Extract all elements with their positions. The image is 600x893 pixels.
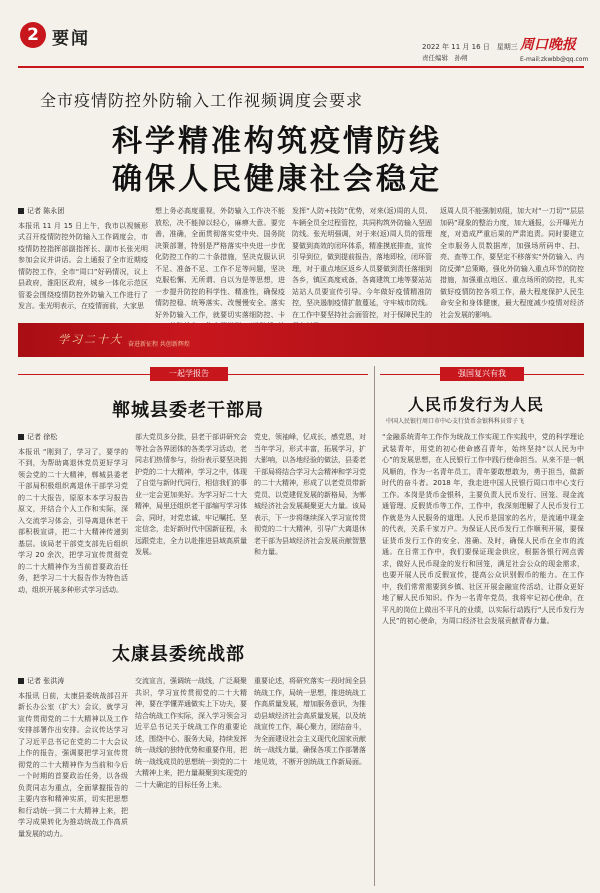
- article1-column-2: [135, 432, 247, 612]
- article2-column-3: [254, 676, 366, 881]
- banner-subtitle: 奋进新征程 共创新辉煌: [128, 341, 190, 348]
- banner-title: 学习二十大: [58, 333, 123, 346]
- byline-marker-icon: [18, 208, 24, 214]
- article2-column-1-text: 本报讯 日前，太康县委统战部召开新长办公室（扩大）会议，就学习宣传贯彻党的二十大精神以及工作安排部署作出安排。会议传达学习了习近平总书记在党的二十大会议上作的报告，强调要把学习宣传贯彻党的二十大精神作为当前和今后一个时期的首要政治任务，以各级负责同志为重点，全面掌握报告的主要内容和精神实质，切实把思想和行动统一到二十大精神上来，把学习成果转化为推动统战工作高质量发展的动力。: [18, 691, 128, 838]
- article1-headline: 郸城县委老干部局: [112, 400, 264, 421]
- article2-headline: 太康县委统战部: [112, 644, 245, 665]
- right-subhead: 中国人民银行周口市中心支行货币金银科科员常子飞: [386, 418, 525, 425]
- right-headline: 人民币发行为人民: [408, 395, 545, 414]
- article1-byline-text: 记者 徐松: [27, 433, 58, 441]
- article1-column-2-text: 部大党员多分批，县老干部讲研究会等社会各界团体的各类学习活动，老同志们热情参与，纷纷表示要坚决拥护党的二十大精神，学习之中，体现了自觉与新时代同行，相信我们的事业一定会更加美好。为学习好二十大精神，局里还组织老干部编写学习体会，同时，对党忠诚、牢记嘱托、坚定信念，走好新时代中国新征程，永远跟党走，全力以赴推进县域高质量发展。: [135, 433, 247, 556]
- right-article-body-text: “金融系统青年工作作为统战工作实现工作实践中，党的科学理论武装青年，用党的初心使命感召青年，始终坚持“以人民为中心”的发展思想，在人民银行工作中践行使命担当。从来不是一帆风顺的，作为一名青年员工，青年要敢想敢为，勇于担当，做新时代的奋斗者。2018 年，我走进中国人民银行周口市中心支行工作。本岗是货币金银科，主要负责人民币发行、回笼、现金流通管理、反假货币等工作，工作中，我深刻理解了人民币发行工作就是为人民服务的道理。人民币是国家的名片，是流通中现金的代表，关系千家万户。为保证人民币发行工作顺利开展，要保证货币发行工作的安全、准确、及时，确保人民币在全市的流通。在日常工作中，我们要保证现金供应，根据各银行网点需求，做好人民币现金的发行和回笼，满足社会公众的现金需求，也要开展人民币反假宣传，提高公众识别假币的能力。在工作中，我们常常需要到乡镇、社区开展金融宣传活动，让群众更好地了解人民币知识。作为一名青年党员，我将牢记初心使命，在平凡的岗位上做出不平凡的业绩，以实际行动践行“人民币发行为人民”的初心使命，为周口经济社会发展贡献青春力量。: [382, 433, 584, 625]
- byline-marker-icon: [18, 434, 24, 440]
- masthead: [0, 0, 600, 74]
- lead-column-4-text: 返周人员不能强制劝阻，加大对“一刀切”“层层加码”现象的整治力度，加大通报，公开曝光力度，对造成严重后果的严肃追责。同时要建立全市服务人员数据库，加强场所码申、扫、亮、查等工作，要坚定不移落实“外防输入、内防反弹”总策略，强化外防输入重点环节的防控措施，加强重点地区、重点场所的防控，扎实做好疫情防控各项工作，最大程度保护人民生命安全和身体健康，最大程度减少疫情对经济社会发展的影响。: [440, 207, 584, 319]
- dateline: 2022 年 11 月 16 日 星期三: [422, 43, 518, 51]
- lead-column-3: [292, 206, 432, 319]
- lead-headline-line1: 科学精准构筑疫情防线: [112, 124, 442, 159]
- article2-column-3-text: 重要论述，将研究落实一段时间全县统战工作，局统一思想，推进统战工作高质量发展，增加服务意识，为推动县域经济社会高质量发展，以及统战宣传工作，凝心聚力，团结奋斗，为全面建设社会主义现代化国家贡献统一战线力量，确保各项工作部署落地见效，不断开创统战工作新局面。: [254, 677, 366, 766]
- article2-byline-text: 记者 张洪涛: [27, 677, 65, 685]
- article2-column-2: [135, 676, 247, 881]
- editors-line: 责任编辑 孙朔: [422, 54, 468, 62]
- column-divider: [374, 366, 375, 886]
- lead-column-2: [155, 206, 285, 319]
- email-line: E-mail:zkwbb@qq.com: [520, 56, 589, 63]
- section-banner: [18, 323, 584, 357]
- lead-byline: [18, 206, 148, 218]
- newspaper-logo: 周口晚报: [520, 37, 576, 53]
- article2-byline: [18, 676, 128, 688]
- right-article-body: [382, 432, 584, 882]
- lead-column-3-text: 发挥“人防+技防”优势，对来(返)周的人员、车辆全员全过程管控，共同构筑外防输入坚固防线。张光明强调，对于来(返)周人员的管理要做到高效的闭环体系，精准摸底排查，宣传引导到位，做到提前报告，落地即检，闭环管理，对于重点地区返乡人员要做到责任落细到各乡，镇区高度戒备，各离建筑工地等要站站站站人员要宣传引导。今年做好疫情精准防控，坚决遏制疫情扩散蔓延，守牢城市防线。在工作中要坚持社会面管控，对于保障民生的: [292, 207, 432, 319]
- article1-column-1-text: 本报讯 “刚到了，学习了，要学的不到，为帮助离退休党员更好学习领会党的二十大精神，郸城县委老干部局积极组织离退休干部学习党的二十大报告，原原本本学习报告原文，并结合个人工作和实际，深入交流学习体会，引导离退休老干部积极宣讲，把二十大精神传递到基层。该局老干部党支部先后组织学习 20 余次，把学习宣传贯彻党的二十大精神作为当前首要政治任务，把学习二十大报告作为特色活动，组织开展多种形式学习活动。: [18, 447, 128, 594]
- byline-marker-icon: [18, 678, 24, 684]
- lead-column-2-text: 想上务必高度重视，外防输入工作决不能放松，决不能掉以轻心，麻痹大意。要完善，准确，全面贯彻落实党中央、国务院决策部署，特别是严格落实中央进一步优化防控工作的二十条措施，坚决克服认识不足、准备不足、工作不足等问题，坚决克服松懈、无所谓、自以为是等思想，进一步提升防控的科学性、精准性，确保疫情防控稳、统筹落实、改慢慢安全。落实好外防输入工作，就要切实落细防控、卡: [155, 207, 285, 319]
- page-number-badge: 2: [20, 22, 46, 48]
- article1-column-3-text: 党史，领袖峰，忆成长，感党恩，对当年学习，形式丰富，拓展学习，扩大影响，以各地经验的做法，县委老干部局将结合学习大会精神和学习党的二十大精神，形成了以老党员带新党员、以党建促发展的新格局，为郸城经济社会发展凝聚更大力量。该局表示，下一步将继续深入学习宣传贯彻党的二十大精神，引导广大离退休老干部为县域经济社会发展贡献智慧和力量。: [254, 433, 366, 556]
- article1-column-3: [254, 432, 366, 612]
- left-section-tag: 一起学报告: [150, 367, 228, 381]
- lead-byline-text: 记者 陈永团: [27, 207, 65, 215]
- masthead-rule: [18, 66, 584, 68]
- lead-kicker: 全市疫情防控外防输入工作视频调度会要求: [40, 91, 364, 110]
- lead-headline-line2: 确保人民健康社会稳定: [112, 162, 442, 197]
- article1-column-1: [18, 432, 128, 612]
- section-name: 要闻: [52, 29, 90, 49]
- lead-column-4: [440, 206, 584, 319]
- article2-column-2-text: 交流宣言，强调统一战线，广泛凝聚共识，学习宣传贯彻党的二十大精神，要在学懂弄通做实上下功夫，要结合统战工作实际，深入学习领会习近平总书记关于统战工作的重要论述，围绕中心、服务大局，持续发挥统一战线的独特优势和重要作用，把统一战线成员的思想统一到党的二十大精神上来，把力量凝聚到实现党的二十大确定的目标任务上来。: [135, 677, 247, 789]
- lead-column-1-text: 本报讯 11 月 15 日上午，我市以视频形式召开疫情防控外防输入工作调度会，市疫情防控指挥部副指挥长、副市长张光明参加会议并讲话。会上通报了全市近期疫情防控工作，全市“周口”好码情况，议上县政府，淮阳区政府，城乡一体化示范区管委会围绕疫情防控外防输入工作进行了发言。张光明表示，在疫情面前，大家思: [18, 221, 148, 310]
- lead-column-1: [18, 206, 148, 316]
- right-section-tag: 强国复兴有我: [440, 367, 524, 381]
- article1-byline: [18, 432, 128, 444]
- article2-column-1: [18, 676, 128, 881]
